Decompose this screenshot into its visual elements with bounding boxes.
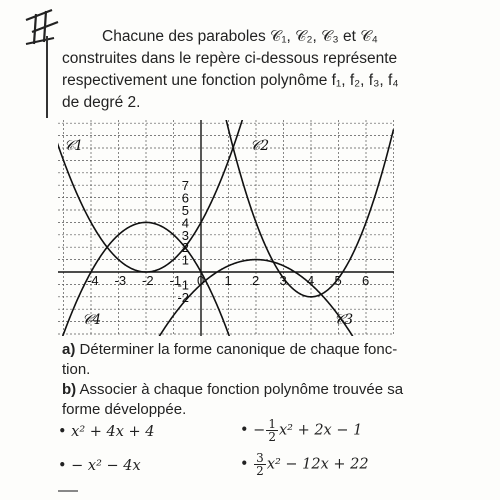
statement-line-1: Chacune des paraboles 𝒞₁, 𝒞₂, 𝒞₃ et 𝒞₄: [102, 28, 378, 45]
curve-label: 𝒞4: [82, 312, 102, 328]
graph-curves: [58, 120, 394, 336]
expression-2-sign: −: [253, 422, 266, 439]
curve-label: 𝒞1: [64, 138, 84, 154]
statement-line-2: construites dans le repère ci-dessous représente: [62, 50, 398, 67]
expression-3-text: − x² − 4x: [71, 458, 141, 474]
graph-curve-labels: [64, 138, 353, 328]
expression-2-text: x² + 2x − 1: [278, 422, 363, 439]
curve-label: 𝒞2: [250, 138, 270, 154]
y-tick-label: 5: [181, 203, 189, 218]
exercise-number-mark: [22, 6, 62, 58]
y-tick-label: -2: [177, 289, 189, 305]
expression-1: [58, 422, 155, 442]
x-tick-label: 5: [334, 273, 342, 288]
fraction-numerator: 3: [256, 451, 264, 465]
expression-2: [240, 418, 362, 443]
fraction-numerator: 1: [268, 417, 276, 431]
expression-4: [240, 452, 369, 477]
parabola-curve: [217, 120, 393, 297]
parabola-graph: [58, 120, 394, 336]
graph-grid: [58, 120, 394, 336]
graph-axes: [58, 120, 394, 336]
y-tick-label: 6: [181, 190, 189, 206]
expression-3: [58, 456, 141, 476]
y-tick-label: 7: [181, 178, 189, 194]
statement-line-4: de degré 2.: [62, 94, 141, 111]
x-tick-label: 4: [307, 273, 315, 288]
margin-bar: [46, 36, 48, 118]
x-tick-label: -1: [169, 273, 182, 288]
expression-4-fraction: [254, 452, 266, 477]
y-tick-label: 2: [181, 240, 189, 256]
x-tick-label: 3: [279, 273, 287, 288]
question-a-label: a): [62, 341, 76, 358]
x-tick-label: 0: [197, 273, 205, 288]
x-tick-label: 2: [252, 273, 260, 288]
y-tick-label: -1: [177, 277, 189, 293]
y-tick-label: 3: [181, 227, 189, 243]
question-b-text: Associer à chaque fonction polynôme trouvée sa: [79, 381, 404, 398]
y-tick-label: 4: [181, 215, 189, 231]
fraction-denominator: 2: [268, 430, 276, 444]
expression-2-fraction: [266, 418, 278, 443]
x-tick-label: -2: [142, 273, 154, 288]
graph-tick-labels: [87, 178, 369, 305]
question-b-label: b): [62, 381, 77, 398]
bullet: •: [240, 456, 249, 473]
question-a-text: Déterminer la forme canonique de chaque fonc-: [79, 341, 398, 358]
page-footer-mark: [58, 490, 78, 492]
y-tick-label: 1: [181, 252, 189, 268]
parabola-curve: [58, 120, 254, 272]
question-a: [62, 340, 397, 360]
expression-4-text: x² − 12x + 22: [266, 456, 369, 473]
x-tick-label: -4: [87, 273, 99, 288]
x-tick-label: -3: [114, 273, 127, 288]
fraction-denominator: 2: [256, 464, 264, 478]
question-a-cont: tion.: [62, 361, 91, 378]
expression-1-text: x² + 4x + 4: [71, 424, 155, 440]
curve-label: 𝒞3: [334, 312, 354, 328]
question-b: [62, 380, 403, 400]
x-tick-label: 6: [362, 273, 370, 288]
x-tick-label: 1: [224, 273, 232, 288]
statement-line-3: respectivement une fonction polynôme f₁, f₂, f₃, f₄: [62, 72, 399, 89]
bullet: •: [58, 458, 67, 474]
bullet: •: [58, 424, 67, 440]
question-b-cont: forme développée.: [62, 401, 187, 418]
bullet: •: [240, 422, 249, 439]
